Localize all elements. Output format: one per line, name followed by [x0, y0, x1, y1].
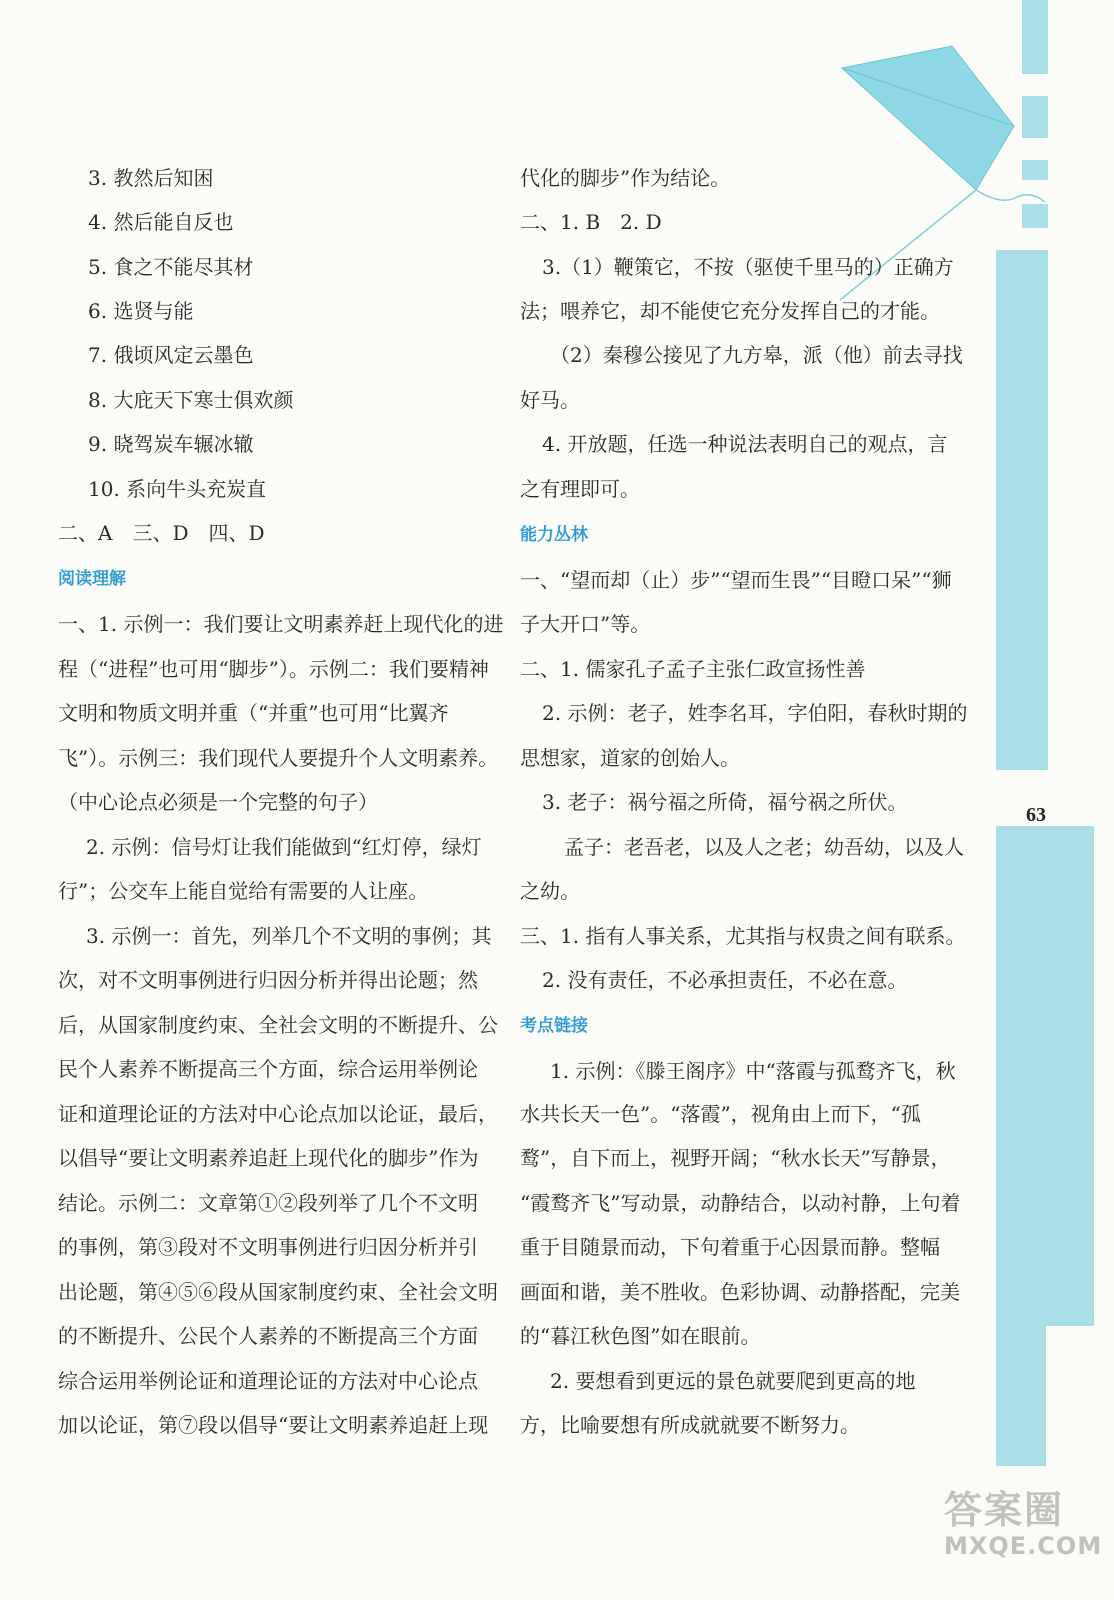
answer-line: 3. 老子：祸兮福之所倚，福兮祸之所伏。: [542, 790, 908, 814]
answer-line: 5. 食之不能尽其材: [88, 255, 254, 279]
answer-line: 代化的脚步”作为结论。: [520, 166, 731, 190]
answer-line: “霞鹜齐飞”写动景，动静结合，以动衬静，上句着: [520, 1191, 961, 1215]
section-heading-reading: 阅读理解: [58, 569, 126, 589]
answer-line: 6. 选贤与能: [88, 299, 194, 323]
answer-line: 1. 示例：《滕王阁序》中“落霞与孤鹜齐飞，秋: [550, 1059, 956, 1083]
answer-line: 文明和物质文明并重（“并重”也可用“比翼齐: [58, 701, 449, 725]
answer-line: 之幼。: [520, 879, 580, 903]
answer-line: 后，从国家制度约束、全社会文明的不断提升、公: [58, 1013, 498, 1037]
answer-line: （2）秦穆公接见了九方皋，派（他）前去寻找: [550, 343, 963, 367]
answer-line: 水共长天一色”。“落霞”，视角由上而下，“孤: [520, 1102, 921, 1126]
answer-line: 2. 没有责任，不必承担责任，不必在意。: [542, 968, 908, 992]
answer-line: 8. 大庇天下寒士俱欢颜: [88, 388, 294, 412]
answer-line: 2. 示例：信号灯让我们能做到“红灯停，绿灯: [86, 835, 482, 859]
answer-line: 飞”）。示例三：我们现代人要提升个人文明素养。: [58, 746, 499, 770]
answer-line: 加以论证，第⑦段以倡导“要让文明素养追赶上现: [58, 1413, 489, 1437]
answer-line: 三、1. 指有人事关系，尤其指与权贵之间有联系。: [520, 924, 966, 948]
answer-line: 10. 系向牛头充炭直: [88, 477, 267, 501]
answer-line: 方，比喻要想有所成就就要不断努力。: [520, 1413, 860, 1437]
answer-line: 法；喂养它，却不能使它充分发挥自己的才能。: [520, 299, 940, 323]
answer-line: 以倡导“要让文明素养追赶上现代化的脚步”作为: [58, 1146, 479, 1170]
answer-line: 综合运用举例论证和道理论证的方法对中心论点: [58, 1369, 478, 1393]
watermark-logo-text: 答案圈: [944, 1488, 1065, 1532]
page-number: 63: [1026, 804, 1046, 826]
answer-line: 9. 晓驾炭车辗冰辙: [88, 432, 254, 456]
decor-strip-lower-long: [996, 826, 1094, 1326]
answer-line: 二、1. B 2. D: [520, 210, 662, 234]
answer-line: 之有理即可。: [520, 477, 640, 501]
answer-line: 出论题，第④⑤⑥段从国家制度约束、全社会文明: [58, 1280, 498, 1304]
kite-body: [842, 46, 1014, 190]
answer-line: 3.（1）鞭策它，不按（驱使千里马的）正确方: [542, 255, 954, 279]
answer-line: 一、“望而却（止）步”“望而生畏”“目瞪口呆”“狮: [520, 568, 952, 592]
answer-line: （中心论点必须是一个完整的句子）: [58, 790, 378, 814]
answer-line: 的不断提升、公民个人素养的不断提高三个方面: [58, 1324, 478, 1348]
answer-line: 4. 开放题，任选一种说法表明自己的观点，言: [542, 432, 948, 456]
answer-line: 子大开口”等。: [520, 612, 651, 636]
decor-strip-bottom: [996, 1326, 1046, 1466]
answer-line: 程（“进程”也可用“脚步”）。示例二：我们要精神: [58, 657, 489, 681]
answer-line: 3. 示例一：首先，列举几个不文明的事例；其: [86, 924, 492, 948]
section-heading-exam: 考点链接: [520, 1016, 588, 1036]
answer-line: 鹜”，自下而上，视野开阔；“秋水长天”写静景，: [520, 1146, 951, 1170]
answer-line: 一、1. 示例一：我们要让文明素养赶上现代化的进: [58, 612, 504, 636]
answer-line: 二、1. 儒家孔子孟子主张仁政宣扬性善: [520, 657, 866, 681]
answer-line: 思想家，道家的创始人。: [520, 746, 740, 770]
answer-line: 次，对不文明事例进行归因分析并得出论题；然: [58, 968, 478, 992]
answer-line: 二、A 三、D 四、D: [58, 521, 265, 545]
answer-line: 重于目随景而动，下句着重于心因景而静。整幅: [520, 1235, 940, 1259]
answer-line: 好马。: [520, 388, 580, 412]
answer-line: 画面和谐，美不胜收。色彩协调、动静搭配，完美: [520, 1280, 960, 1304]
kite-decoration: [800, 40, 1100, 330]
answer-line: 行”；公交车上能自觉给有需要的人让座。: [58, 879, 429, 903]
answer-line: 3. 教然后知困: [88, 166, 214, 190]
answer-line: 的事例，第③段对不文明事例进行归因分析并引: [58, 1235, 478, 1259]
answer-line: 民个人素养不断提高三个方面，综合运用举例论: [58, 1057, 478, 1081]
answer-line: 2. 要想看到更远的景色就要爬到更高的地: [550, 1369, 916, 1393]
answer-line: 的“暮江秋色图”如在眼前。: [520, 1324, 761, 1348]
answer-line: 2. 示例：老子，姓李名耳，字伯阳，春秋时期的: [542, 701, 968, 725]
watermark-url: MXQE.COM: [944, 1532, 1103, 1560]
watermark: [944, 1488, 1109, 1560]
answer-line: 结论。示例二：文章第①②段列举了几个不文明: [58, 1191, 478, 1215]
answer-line: 孟子：老吾老，以及人之老；幼吾幼，以及人: [564, 835, 964, 859]
section-heading-ability: 能力丛林: [520, 525, 588, 545]
answer-line: 7. 俄顷风定云墨色: [88, 343, 254, 367]
answer-line: 4. 然后能自反也: [88, 210, 234, 234]
kite-string: [840, 190, 976, 300]
answer-line: 证和道理论证的方法对中心论点加以论证，最后，: [58, 1102, 498, 1126]
kite-tail: [976, 190, 1045, 202]
